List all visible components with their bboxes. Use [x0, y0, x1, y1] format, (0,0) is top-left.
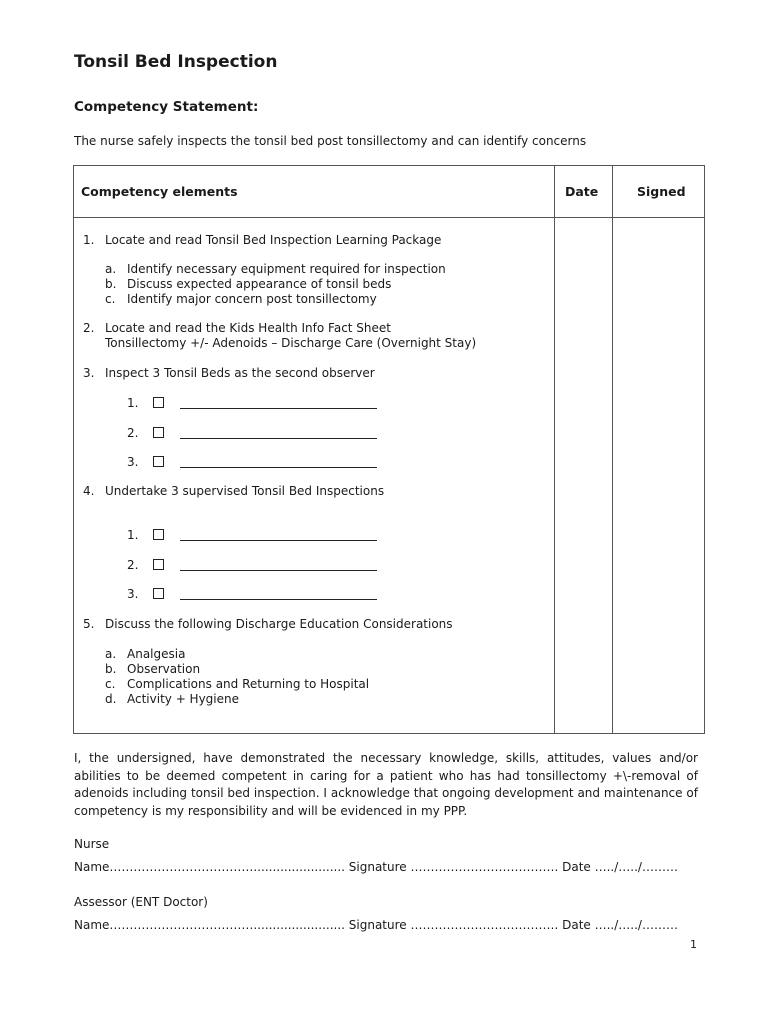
competency-table [73, 165, 705, 734]
page-number: 1 [690, 938, 697, 951]
header-signed: Signed [637, 184, 686, 199]
checkbox-number: 1. [127, 396, 139, 410]
item-number: 2. [83, 321, 95, 335]
signature-underline[interactable] [180, 599, 377, 600]
nurse-signature-line[interactable]: Name………………………………........................ Signature ………………………………. Date …../…../……… [74, 860, 678, 874]
declaration-paragraph: I, the undersigned, have demonstrated the necessary knowledge, skills, attitudes, values and/or abilities to be deemed competent in caring for a patient who has had tonsillectomy +\-removal of adenoids including tonsil bed inspection. I acknowledge that ongoing development and maintenance of competency is my responsibility and will be evidenced in my PPP. [74, 751, 698, 818]
checkbox-number: 3. [127, 455, 139, 469]
sub-item-letter: a. [105, 647, 117, 661]
checkbox-number: 3. [127, 587, 139, 601]
sub-item-letter: d. [105, 692, 117, 706]
sub-item-text: Activity + Hygiene [127, 692, 240, 706]
assessor-label: Assessor (ENT Doctor) [74, 895, 208, 909]
assessor-signature-line[interactable]: Name………………………………........................ Signature ………………………………. Date …../…../……… [74, 918, 678, 932]
checkbox[interactable] [153, 456, 164, 467]
sub-item-text: Identify necessary equipment required for inspection [127, 262, 446, 276]
checkbox[interactable] [153, 427, 164, 438]
column-divider [612, 166, 613, 733]
signature-underline[interactable] [180, 408, 377, 409]
sub-item-letter: b. [105, 277, 117, 291]
nurse-label: Nurse [74, 837, 110, 851]
sub-item-text: Identify major concern post tonsillectomy [127, 292, 377, 306]
signature-underline[interactable] [180, 467, 377, 468]
sub-item-letter: c. [105, 292, 116, 306]
checkbox-number: 2. [127, 558, 139, 572]
item-number: 3. [83, 366, 95, 380]
item-text: Discuss the following Discharge Education Considerations [105, 617, 453, 631]
checkbox[interactable] [153, 559, 164, 570]
sub-item-text: Analgesia [127, 647, 186, 661]
checkbox-number: 1. [127, 528, 139, 542]
item-number: 5. [83, 617, 95, 631]
checkbox[interactable] [153, 529, 164, 540]
checkbox[interactable] [153, 397, 164, 408]
item-text: Locate and read Tonsil Bed Inspection Learning Package [105, 233, 442, 247]
sub-item-letter: c. [105, 677, 116, 691]
page-title: Tonsil Bed Inspection [74, 52, 278, 72]
item-text: Locate and read the Kids Health Info Fact Sheet [105, 321, 392, 335]
signature-underline[interactable] [180, 438, 377, 439]
header-competency-elements: Competency elements [81, 184, 238, 199]
sub-item-text: Complications and Returning to Hospital [127, 677, 370, 691]
item-number: 4. [83, 484, 95, 498]
header-date: Date [565, 184, 599, 199]
signature-underline[interactable] [180, 540, 377, 541]
checkbox[interactable] [153, 588, 164, 599]
checkbox-number: 2. [127, 426, 139, 440]
item-text: Inspect 3 Tonsil Beds as the second observer [105, 366, 375, 380]
sub-item-letter: a. [105, 262, 117, 276]
sub-item-text: Discuss expected appearance of tonsil beds [127, 277, 392, 291]
item-text: Undertake 3 supervised Tonsil Bed Inspections [105, 484, 385, 498]
signature-underline[interactable] [180, 570, 377, 571]
competency-statement: The nurse safely inspects the tonsil bed post tonsillectomy and can identify concerns [74, 134, 587, 148]
item-number: 1. [83, 233, 95, 247]
sub-item-letter: b. [105, 662, 117, 676]
item-text: Tonsillectomy +/- Adenoids – Discharge Care (Overnight Stay) [105, 336, 477, 350]
sub-item-text: Observation [127, 662, 201, 676]
column-divider [554, 166, 555, 733]
competency-statement-heading: Competency Statement: [74, 99, 259, 115]
header-divider [74, 217, 704, 218]
